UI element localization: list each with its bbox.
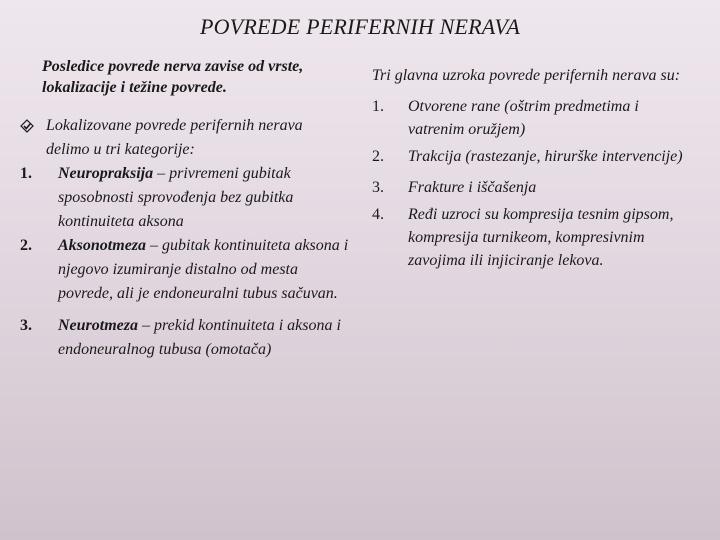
item-term: Aksonotmeza [58,237,147,254]
item-text [58,314,350,362]
bullet-text: Lokalizovane povrede perifernih nerava delimo u tri kategorije: [46,117,303,158]
slide-title: POVREDE PERIFERNIH NERAVA [200,14,520,39]
cause-text: Ređi uzroci su kompresija tesnim gipsom, kompresija turnikeom, kompresivnim zavojima ili injiciranje lekova. [408,206,674,269]
left-column [20,56,360,362]
cause-item [372,145,702,168]
bullet-row [20,114,360,162]
cause-number: 2. [372,148,384,165]
right-column [372,64,702,272]
cause-text: Frakture i iščašenja [408,179,537,196]
item-term: Neurotmeza [58,317,138,334]
item-description: – gubitak kontinuiteta aksona i njegovo izumiranje distalno od mesta povrede, ali je endoneuralni tubus sačuvan. [58,237,349,302]
list-item [20,234,360,306]
cause-item [372,176,702,199]
item-number: 3. [20,317,32,334]
item-description: – privremeni gubitak sposobnosti sprovođenja bez gubitka kontinuiteta aksona [58,165,294,230]
cause-item [372,203,702,272]
cause-text: Otvorene rane (oštrim predmetima i vatrenim oružjem) [408,98,639,138]
cause-text: Trakcija (rastezanje, hirurške intervencije) [408,148,683,165]
cause-number: 3. [372,179,384,196]
item-text [58,162,350,234]
item-number: 2. [20,237,32,254]
item-text [58,234,350,306]
item-term: Neuropraksija [58,165,154,182]
cause-item [372,95,702,141]
item-number: 1. [20,165,32,182]
right-intro: Tri glavna uzroka povrede perifernih nerava su: [372,67,681,84]
cause-number: 1. [372,98,384,115]
list-item [20,162,360,234]
item-description: – prekid kontinuiteta i aksona i endoneuralnog tubusa (omotača) [58,317,341,358]
checkmark-diamond-bullet-icon [20,114,46,162]
cause-number: 4. [372,206,384,223]
list-item [20,314,360,362]
left-intro: Posledice povrede nerva zavise od vrste, lokalizacije i težine povrede. [42,58,304,96]
